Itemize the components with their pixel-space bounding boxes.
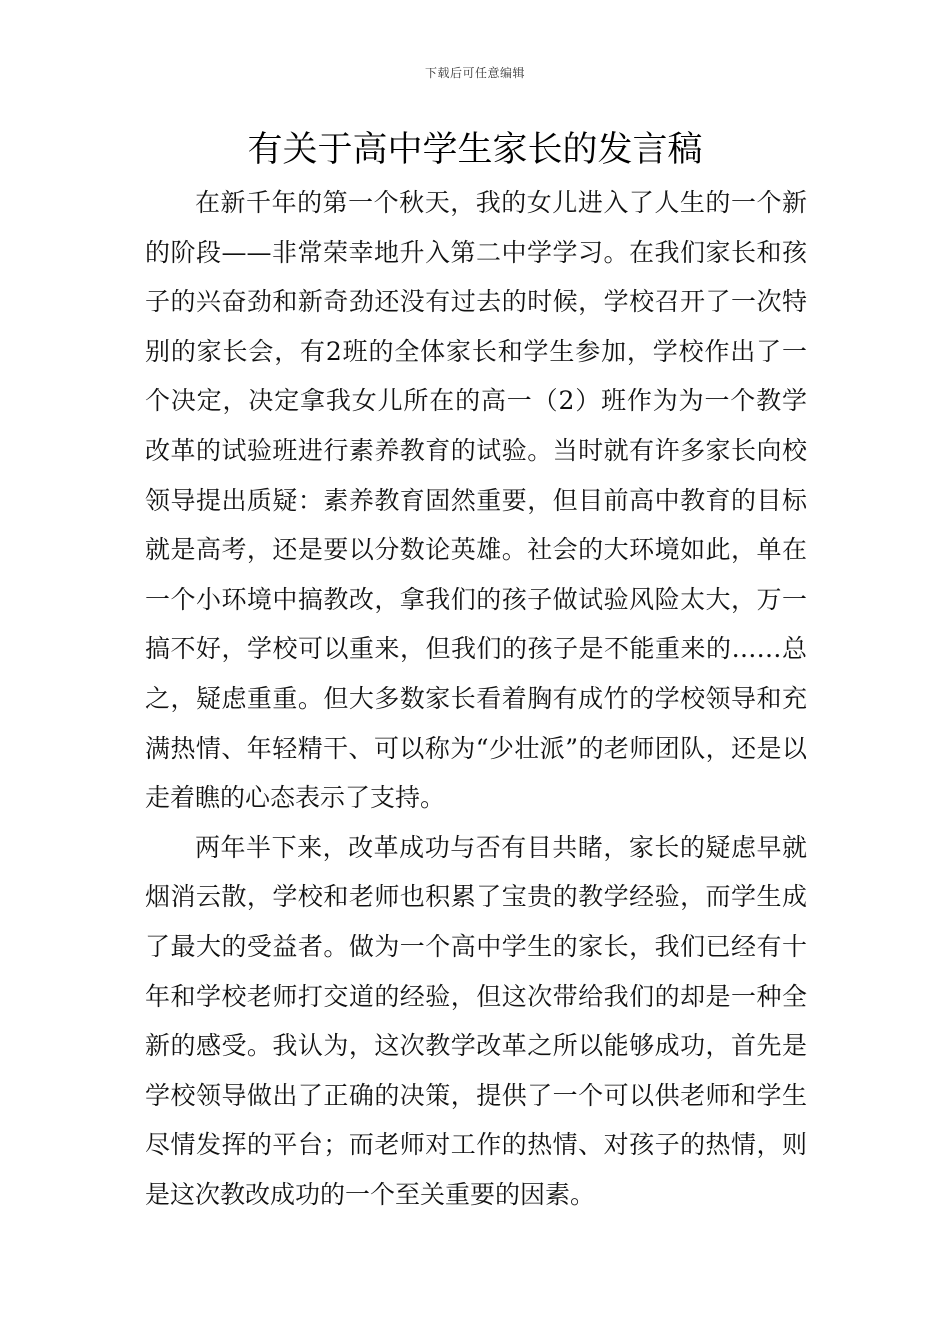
- paragraph-1: 在新千年的第一个秋天，我的女儿进入了人生的一个新的阶段——非常荣幸地升入第二中学学习。在我们家长和孩子的兴奋劲和新奇劲还没有过去的时候，学校召开了一次特别的家长会，有2班的全体家长和学生参加，学校作出了一个决定，决定拿我女儿所在的高一（2）班作为为一个教学改革的试验班进行素养教育的试验。当时就有许多家长向校领导提出质疑：素养教育固然重要，但目前高中教育的目标就是高考，还是要以分数论英雄。社会的大环境如此，单在一个小环境中搞教改，拿我们的孩子做试验风险太大，万一搞不好，学校可以重来，但我们的孩子是不能重来的……总之，疑虑重重。但大多数家长看着胸有成竹的学校领导和充满热情、年轻精干、可以称为“少壮派”的老师团队，还是以走着瞧的心态表示了支持。: [145, 188, 807, 813]
- document-title: 有关于高中学生家长的发言稿: [247, 130, 703, 170]
- paragraph-2: 两年半下来，改革成功与否有目共睹，家长的疑虑早就烟消云散，学校和老师也积累了宝贵的教学经验，而学生成了最大的受益者。做为一个高中学生的家长，我们已经有十年和学校老师打交道的经验，但这次带给我们的却是一种全新的感受。我认为，这次教学改革之所以能够成功，首先是学校领导做出了正确的决策，提供了一个可以供老师和学生尽情发挥的平台；而老师对工作的热情、对孩子的热情，则是这次教改成功的一个至关重要的因素。: [145, 832, 807, 1209]
- document-body: [145, 178, 807, 1219]
- header-note: 下载后可任意编辑: [424, 66, 525, 80]
